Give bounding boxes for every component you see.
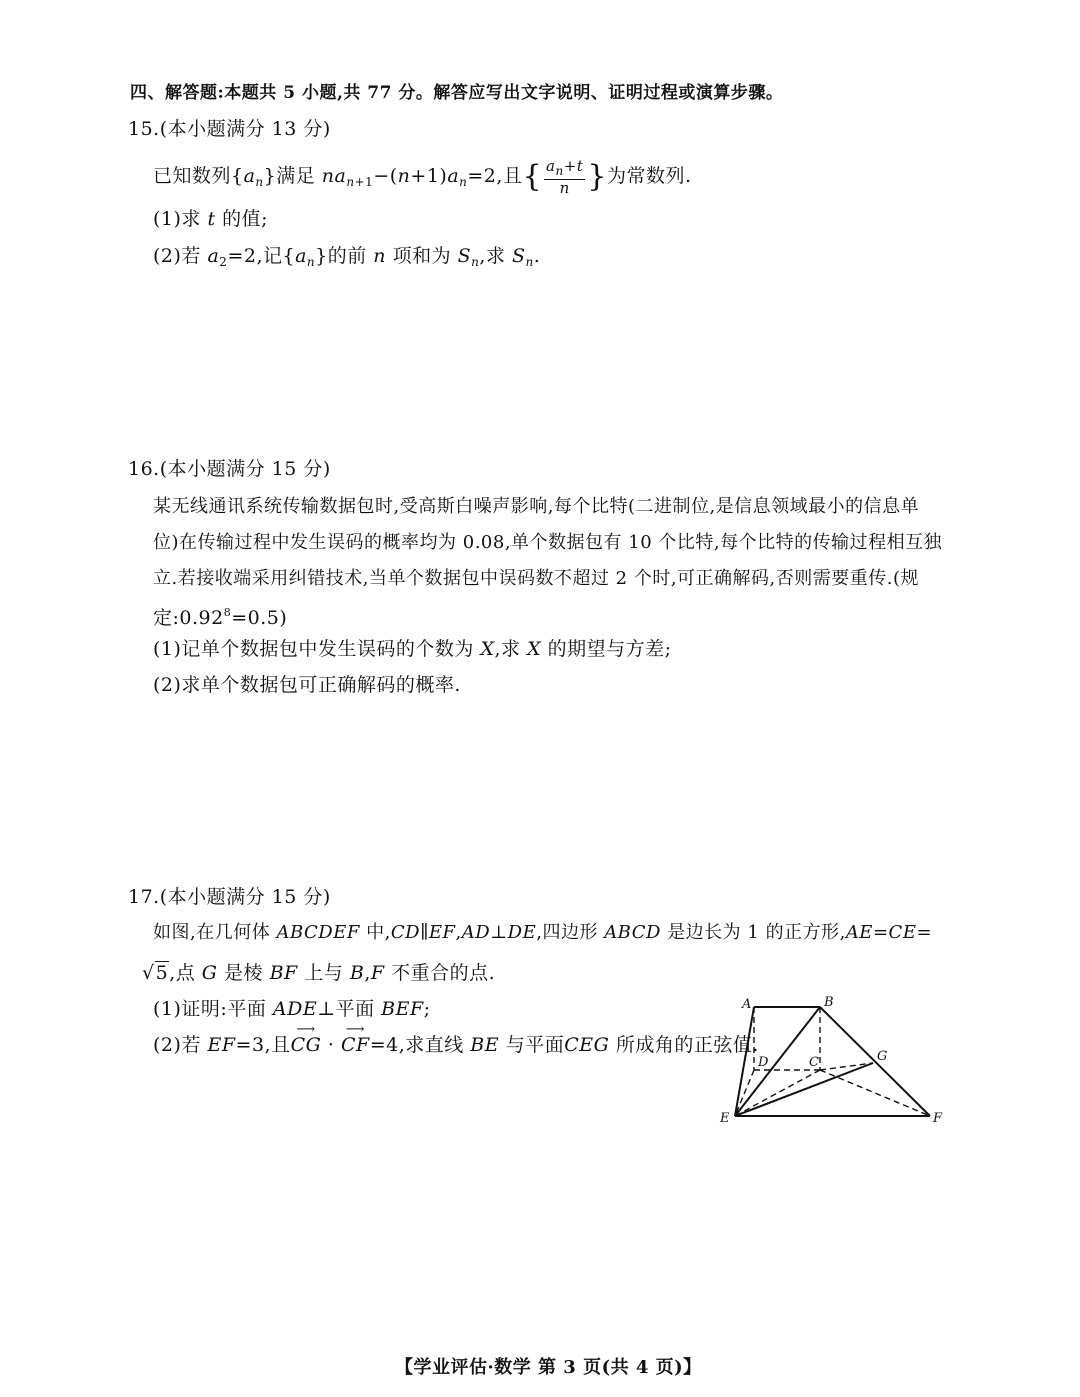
label-e: E: [720, 1111, 730, 1126]
label-c: C: [809, 1055, 819, 1070]
q16-part2: (2)求单个数据包可正确解码的概率.: [153, 674, 461, 696]
page-footer: 【学业评估·数学 第 3 页(共 4 页)】: [395, 1357, 702, 1378]
label-g: G: [877, 1049, 888, 1064]
label-a: A: [742, 997, 752, 1012]
edge-ce: [735, 1070, 820, 1116]
q17-line1: 如图,在几何体 ABCDEF 中,CD∥EF,AD⊥DE,四边形 ABCD 是边长为 1 的正方形,AE=CE=: [153, 922, 933, 943]
q16-line3: 立.若接收端采用纠错技术,当单个数据包中误码数不超过 2 个时,可正确解码,否则需要重传.(规: [153, 568, 920, 589]
q16-line4: 定$:0.92^8=0.5$): [153, 606, 288, 629]
q17-title: 17.(本小题满分 15 分): [128, 886, 331, 908]
q16-line2: 位)在传输过程中发生误码的概率均为 0.08,单个数据包有 10 个比特,每个比特的传输过程相互独: [153, 532, 943, 553]
label-b: B: [824, 995, 834, 1010]
label-f: F: [933, 1111, 943, 1126]
q15-title: 15.(本小题满分 13 分): [128, 118, 331, 140]
q15-part1: (1)求 t 的值;: [153, 208, 269, 230]
q16-part1: (1)记单个数据包中发生误码的个数为 X,求 X 的期望与方差;: [153, 638, 672, 660]
q17-part1: (1)证明:平面 ADE⊥平面 BEF;: [153, 998, 431, 1020]
q16-title: 16.(本小题满分 15 分): [128, 458, 331, 480]
edge-bf: [820, 1007, 930, 1116]
q15-part2: (2)若 $a_2=2$,记$\{a_n\}$的前 n 项和为 $S_n$,求 $S_n$.: [153, 245, 541, 269]
section-header: 四、解答题:本题共 5 小题,共 77 分。解答应写出文字说明、证明过程或演算步骤。: [130, 83, 784, 103]
q15-stem: 已知数列$\{a_n\}$满足 $na_{n+1}-(n+1)a_n=2$,且{ $\frac{a_n+t}{n}$ }为常数列.: [153, 157, 692, 197]
geometry-figure: [710, 990, 950, 1130]
label-d: D: [758, 1055, 769, 1070]
q15-fraction: $\frac{a_n+t}{n}$: [546, 157, 584, 197]
edge-ae: [735, 1007, 754, 1116]
q17-line2: √5,点 G 是棱 BF 上与 B,F 不重合的点.: [142, 962, 496, 984]
q16-line1: 某无线通讯系统传输数据包时,受高斯白噪声影响,每个比特(二进制位,是信息领域最小的信息单: [153, 496, 920, 517]
q17-part2: (2)若 EF=3,且⟶ CG · ⟶ CF=4,求直线 BE 与平面CEG 所成角的正弦值.: [153, 1032, 759, 1058]
